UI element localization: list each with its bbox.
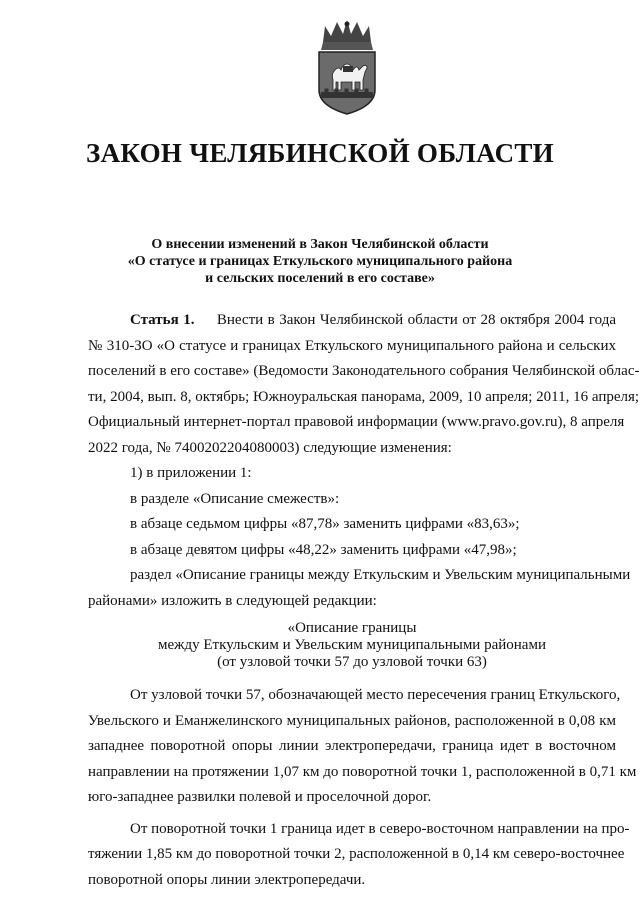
section-heading — [88, 620, 616, 671]
paragraph-line: тяжении 1,85 км до поворотной точки 2, расположенной в 0,14 км северо-восточнее — [88, 846, 625, 862]
article-heading: Статья 1. — [130, 312, 195, 328]
paragraph-line: направлении на протяжении 1,07 км до поворотной точки 1, расположенной в 0,71 км — [88, 763, 637, 780]
article-1-line: Статья 1. Внести в Закон Челябинской области от 28 октября 2004 года — [130, 312, 616, 328]
paragraph-line: западнее поворотной опоры линии электропередачи, граница идет в восточном — [88, 738, 616, 754]
subtitle-line: «О статусе и границах Еткульского муниципального района — [127, 254, 513, 269]
list-item: 1) в приложении 1: — [130, 465, 252, 481]
list-item: раздел «Описание границы между Еткульским и Увельским муниципальными — [130, 567, 631, 583]
subtitle-line: О внесении изменений в Закон Челябинской области — [151, 237, 489, 252]
subtitle-line: и сельских поселений в его составе» — [205, 271, 435, 286]
article-1-line: № 310-ЗО «О статусе и границах Еткульского муниципального района и сельских — [88, 337, 616, 354]
paragraph-line: юго-западнее развилки полевой и проселочной дорог. — [88, 789, 432, 805]
paragraph-line: Увельского и Еманжелинского муниципальных районов, расположенной в 0,08 км — [88, 712, 616, 729]
paragraph-line: поворотной опоры линии электропередачи. — [88, 871, 366, 888]
section-heading-line: «Описание границы — [287, 620, 417, 636]
law-title: ЗАКОН ЧЕЛЯБИНСКОЙ ОБЛАСТИ — [86, 138, 554, 168]
list-item: в разделе «Описание смежеств»: — [130, 490, 340, 507]
section-heading-line: между Еткульским и Увельским муниципальными районами — [158, 637, 546, 653]
article-1-line: 2022 года, № 7400202204080003) следующие изменения: — [88, 439, 452, 456]
article-1-line: ти, 2004, вып. 8, октябрь; Южноуральская панорама, 2009, 10 апреля; 2011, 16 апреля; — [88, 388, 640, 405]
document-body — [88, 308, 640, 893]
list-item: в абзаце девятом цифры «48,22» заменить цифрами «47,98»; — [130, 541, 517, 558]
list-item: районами» изложить в следующей редакции: — [88, 592, 377, 609]
paragraph-line: От узловой точки 57, обозначающей место пересечения границ Еткульского, — [130, 687, 621, 703]
section-heading-line: (от узловой точки 57 до узловой точки 63) — [217, 654, 487, 670]
article-1-line: Официальный интернет-портал правовой информации (www.pravo.gov.ru), 8 апреля — [88, 414, 625, 430]
list-item: в абзаце седьмом цифры «87,78» заменить цифрами «83,63»; — [130, 516, 520, 532]
chelyabinsk-coat-of-arms-icon — [311, 20, 383, 116]
paragraph-line: От поворотной точки 1 граница идет в северо-восточном направлении на про- — [130, 820, 630, 837]
law-subtitle — [0, 236, 640, 287]
article-1-line: поселений в его составе» (Ведомости Законодательного собрания Челябинской облас- — [88, 363, 640, 379]
